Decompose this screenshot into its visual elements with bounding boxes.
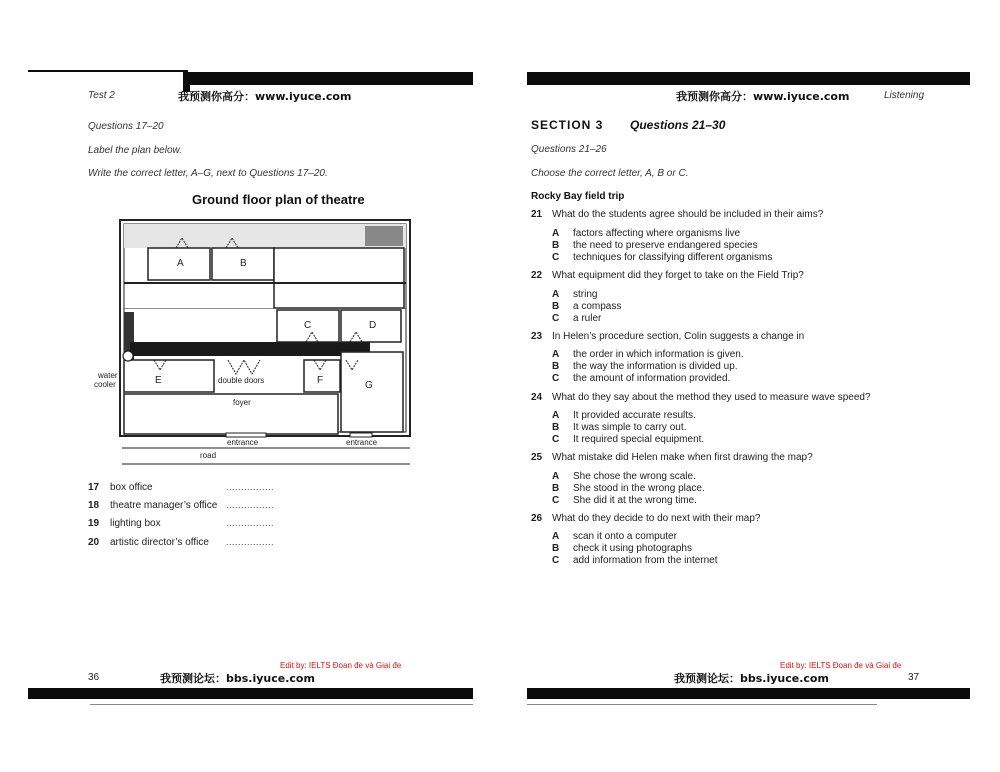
- left-header-rule: [28, 70, 188, 72]
- option-letter[interactable]: C: [552, 313, 560, 324]
- question-number: 25: [531, 452, 543, 463]
- question-number: 22: [531, 270, 543, 281]
- question-number: 24: [531, 392, 543, 403]
- plan-label-d: D: [369, 320, 377, 331]
- option-text[interactable]: the way the information is divided up.: [573, 361, 738, 372]
- question-number: 23: [531, 331, 543, 342]
- option-text[interactable]: add information from the internet: [573, 555, 718, 566]
- water-cooler-label-line2: cooler: [94, 380, 116, 389]
- plan-label-c: C: [304, 320, 312, 331]
- right-site-header: 我预测你高分：www.iyuce.com: [676, 90, 850, 103]
- instruction-label: Label the plan below.: [88, 145, 182, 156]
- question-text: What do they say about the method they used to measure wave speed?: [552, 392, 871, 403]
- option-letter[interactable]: B: [552, 483, 560, 494]
- answer-blank[interactable]: ................: [226, 518, 275, 528]
- question-number: 26: [531, 513, 543, 524]
- left-page-number: 36: [88, 672, 100, 683]
- plan-label-a: A: [177, 258, 184, 269]
- section-questions: Questions 21–30: [630, 118, 726, 132]
- option-letter[interactable]: B: [552, 240, 560, 251]
- option-text[interactable]: It provided accurate results.: [573, 410, 696, 421]
- option-text[interactable]: It required special equipment.: [573, 434, 705, 445]
- item-text: artistic director’s office: [110, 537, 209, 548]
- option-text[interactable]: the amount of information provided.: [573, 373, 731, 384]
- option-text[interactable]: She chose the wrong scale.: [573, 471, 696, 482]
- option-text[interactable]: techniques for classifying different organisms: [573, 252, 773, 263]
- plan-label-e: E: [155, 375, 162, 386]
- right-footer-rule: [527, 704, 877, 705]
- plan-label-g: G: [365, 380, 373, 391]
- entrance-label-side: entrance: [346, 438, 378, 447]
- option-letter[interactable]: C: [552, 495, 560, 506]
- item-number: 17: [88, 482, 100, 493]
- choose-instruction: Choose the correct letter, A, B or C.: [531, 168, 689, 179]
- left-footer-bar: [28, 688, 473, 699]
- option-text[interactable]: a compass: [573, 301, 622, 312]
- floor-plan: [110, 214, 420, 468]
- option-letter[interactable]: C: [552, 373, 560, 384]
- right-header-bar: [527, 72, 970, 85]
- option-letter[interactable]: B: [552, 361, 560, 372]
- question-text: What mistake did Helen make when first drawing the map?: [552, 452, 813, 463]
- subrange: Questions 21–26: [531, 144, 607, 155]
- answer-blank[interactable]: ................: [226, 482, 275, 492]
- option-text[interactable]: It was simple to carry out.: [573, 422, 687, 433]
- option-letter[interactable]: B: [552, 422, 560, 433]
- double-doors-label: double doors: [218, 376, 265, 385]
- question-text: What equipment did they forget to take on the Field Trip?: [552, 270, 804, 281]
- option-letter[interactable]: A: [552, 471, 560, 482]
- right-footer-note: Edit by: IELTS Đoan đe và Giai đe: [780, 661, 902, 670]
- answer-blank[interactable]: ................: [226, 500, 275, 510]
- option-letter[interactable]: C: [552, 434, 560, 445]
- plan-label-f: F: [317, 375, 324, 386]
- option-letter[interactable]: C: [552, 252, 560, 263]
- option-text[interactable]: check it using photographs: [573, 543, 692, 554]
- question-text: What do they decide to do next with their map?: [552, 513, 761, 524]
- entrance-label-main: entrance: [227, 438, 259, 447]
- item-number: 18: [88, 500, 100, 511]
- item-number: 20: [88, 537, 100, 548]
- plan-label-b: B: [240, 258, 247, 269]
- option-letter[interactable]: A: [552, 531, 560, 542]
- answer-blank[interactable]: ................: [226, 537, 275, 547]
- topic-heading: Rocky Bay field trip: [531, 191, 625, 202]
- option-text[interactable]: scan it onto a computer: [573, 531, 677, 542]
- question-text: What do the students agree should be included in their aims?: [552, 209, 824, 220]
- left-footer-site: 我预测论坛：bbs.iyuce.com: [160, 672, 315, 685]
- foyer-label: foyer: [233, 398, 251, 407]
- item-number: 19: [88, 518, 100, 529]
- option-letter[interactable]: A: [552, 289, 560, 300]
- option-letter[interactable]: A: [552, 349, 560, 360]
- left-footer-rule: [90, 704, 473, 705]
- option-text[interactable]: She did it at the wrong time.: [573, 495, 697, 506]
- item-text: box office: [110, 482, 153, 493]
- test-label: Test 2: [88, 90, 115, 101]
- item-text: theatre manager’s office: [110, 500, 218, 511]
- question-number: 21: [531, 209, 543, 220]
- option-text[interactable]: string: [573, 289, 598, 300]
- option-letter[interactable]: A: [552, 228, 560, 239]
- questions-range: Questions 17–20: [88, 121, 164, 132]
- plan-title: Ground floor plan of theatre: [192, 192, 365, 207]
- option-text[interactable]: She stood in the wrong place.: [573, 483, 705, 494]
- option-letter[interactable]: B: [552, 543, 560, 554]
- option-text[interactable]: a ruler: [573, 313, 602, 324]
- option-letter[interactable]: B: [552, 301, 560, 312]
- left-site-header: 我预测你高分：www.iyuce.com: [178, 90, 352, 103]
- option-letter[interactable]: A: [552, 410, 560, 421]
- option-text[interactable]: factors affecting where organisms live: [573, 228, 741, 239]
- road-label: road: [200, 451, 217, 460]
- option-text[interactable]: the need to preserve endangered species: [573, 240, 758, 251]
- left-footer-note: Edit by: IELTS Đoan đe và Giai đe: [280, 661, 402, 670]
- item-text: lighting box: [110, 518, 161, 529]
- option-letter[interactable]: C: [552, 555, 560, 566]
- right-footer-bar: [527, 688, 970, 699]
- right-footer-site: 我预测论坛：bbs.iyuce.com: [674, 672, 829, 685]
- right-page-number: 37: [908, 672, 920, 683]
- question-text: In Helen’s procedure section, Colin suggests a change in: [552, 331, 805, 342]
- section-tag: Listening: [884, 90, 925, 101]
- water-cooler-label-line1: water: [98, 371, 118, 380]
- instruction-write: Write the correct letter, A–G, next to Questions 17–20.: [88, 168, 328, 179]
- section-title: SECTION 3: [531, 118, 604, 132]
- option-text[interactable]: the order in which information is given.: [573, 349, 744, 360]
- left-header-bar: [190, 72, 473, 85]
